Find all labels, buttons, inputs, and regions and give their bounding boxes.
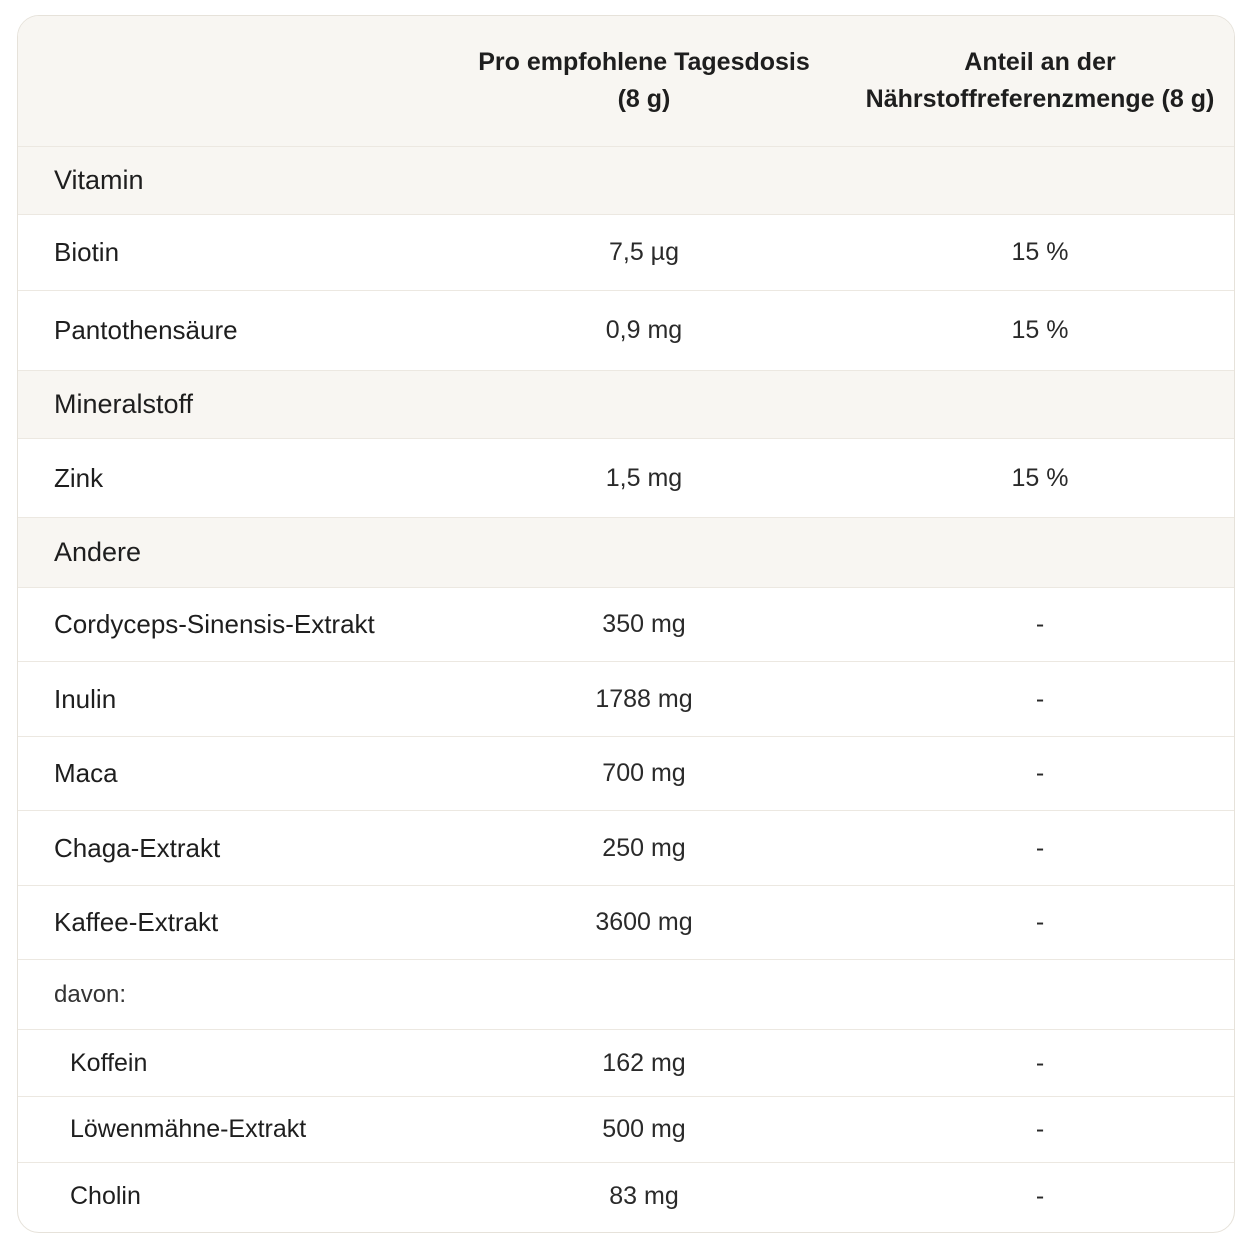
row-nrv: 15 % (1011, 238, 1069, 266)
row-nrv: - (1035, 908, 1045, 936)
row-nrv: 15 % (1011, 316, 1069, 344)
header-nrv-line1: Anteil an der (964, 48, 1116, 76)
row-nrv: - (1035, 1181, 1045, 1210)
row-dose: 700 mg (602, 759, 686, 787)
row-name: Löwenmähne-Extrakt (70, 1115, 307, 1143)
section-label: Vitamin (54, 165, 144, 195)
table-row (18, 1097, 1234, 1163)
row-nrv: - (1035, 759, 1045, 787)
header-dose-line1: Pro empfohlene Tagesdosis (478, 48, 810, 76)
davon-label: davon: (54, 980, 127, 1008)
table-row (18, 662, 1234, 737)
table-header (18, 16, 1234, 147)
row-nrv: 15 % (1011, 463, 1069, 492)
section-row-other (18, 518, 1234, 588)
table-row (18, 215, 1234, 291)
row-name: Koffein (70, 1048, 148, 1077)
row-name: Chaga-Extrakt (54, 832, 221, 863)
nutrition-table (17, 15, 1235, 1233)
header-dose-line2: (8 g) (617, 85, 671, 113)
row-dose: 3600 mg (595, 908, 693, 936)
row-nrv: - (1035, 833, 1045, 862)
row-dose: 1788 mg (595, 684, 693, 713)
header-nrv (840, 16, 1235, 146)
row-dose: 162 mg (602, 1048, 686, 1077)
row-dose: 500 mg (602, 1115, 686, 1143)
row-nrv: - (1035, 684, 1045, 713)
row-dose: 0,9 mg (605, 316, 683, 344)
row-name: Inulin (54, 683, 117, 714)
sub-header-row-davon (18, 960, 1234, 1030)
row-name: Maca (54, 758, 118, 788)
row-dose: 7,5 µg (608, 238, 679, 266)
table-row (18, 1163, 1234, 1229)
row-name: Kaffee-Extrakt (54, 907, 219, 937)
section-row-mineral (18, 371, 1234, 439)
table-row (18, 588, 1234, 662)
row-dose: 350 mg (602, 610, 686, 638)
row-dose: 250 mg (602, 833, 686, 862)
row-name: Pantothensäure (54, 315, 238, 345)
row-dose: 1,5 mg (605, 463, 683, 492)
section-label: Andere (54, 537, 142, 567)
table-row (18, 886, 1234, 960)
table-row (18, 811, 1234, 886)
section-label: Mineralstoff (54, 389, 194, 419)
header-dose (444, 16, 844, 146)
row-name: Biotin (54, 237, 120, 267)
table-row (18, 439, 1234, 518)
row-nrv: - (1035, 1115, 1045, 1143)
row-dose: 83 mg (609, 1181, 679, 1210)
table-row (18, 1030, 1234, 1097)
row-name: Cholin (70, 1181, 141, 1210)
section-row-vitamin (18, 147, 1234, 215)
row-nrv: - (1035, 610, 1045, 638)
table-row (18, 291, 1234, 371)
row-name: Cordyceps-Sinensis-Extrakt (54, 609, 375, 639)
row-nrv: - (1035, 1048, 1045, 1077)
header-nrv-line2: Nährstoffreferenzmenge (8 g) (865, 85, 1215, 113)
table-row (18, 737, 1234, 811)
row-name: Zink (54, 462, 104, 493)
